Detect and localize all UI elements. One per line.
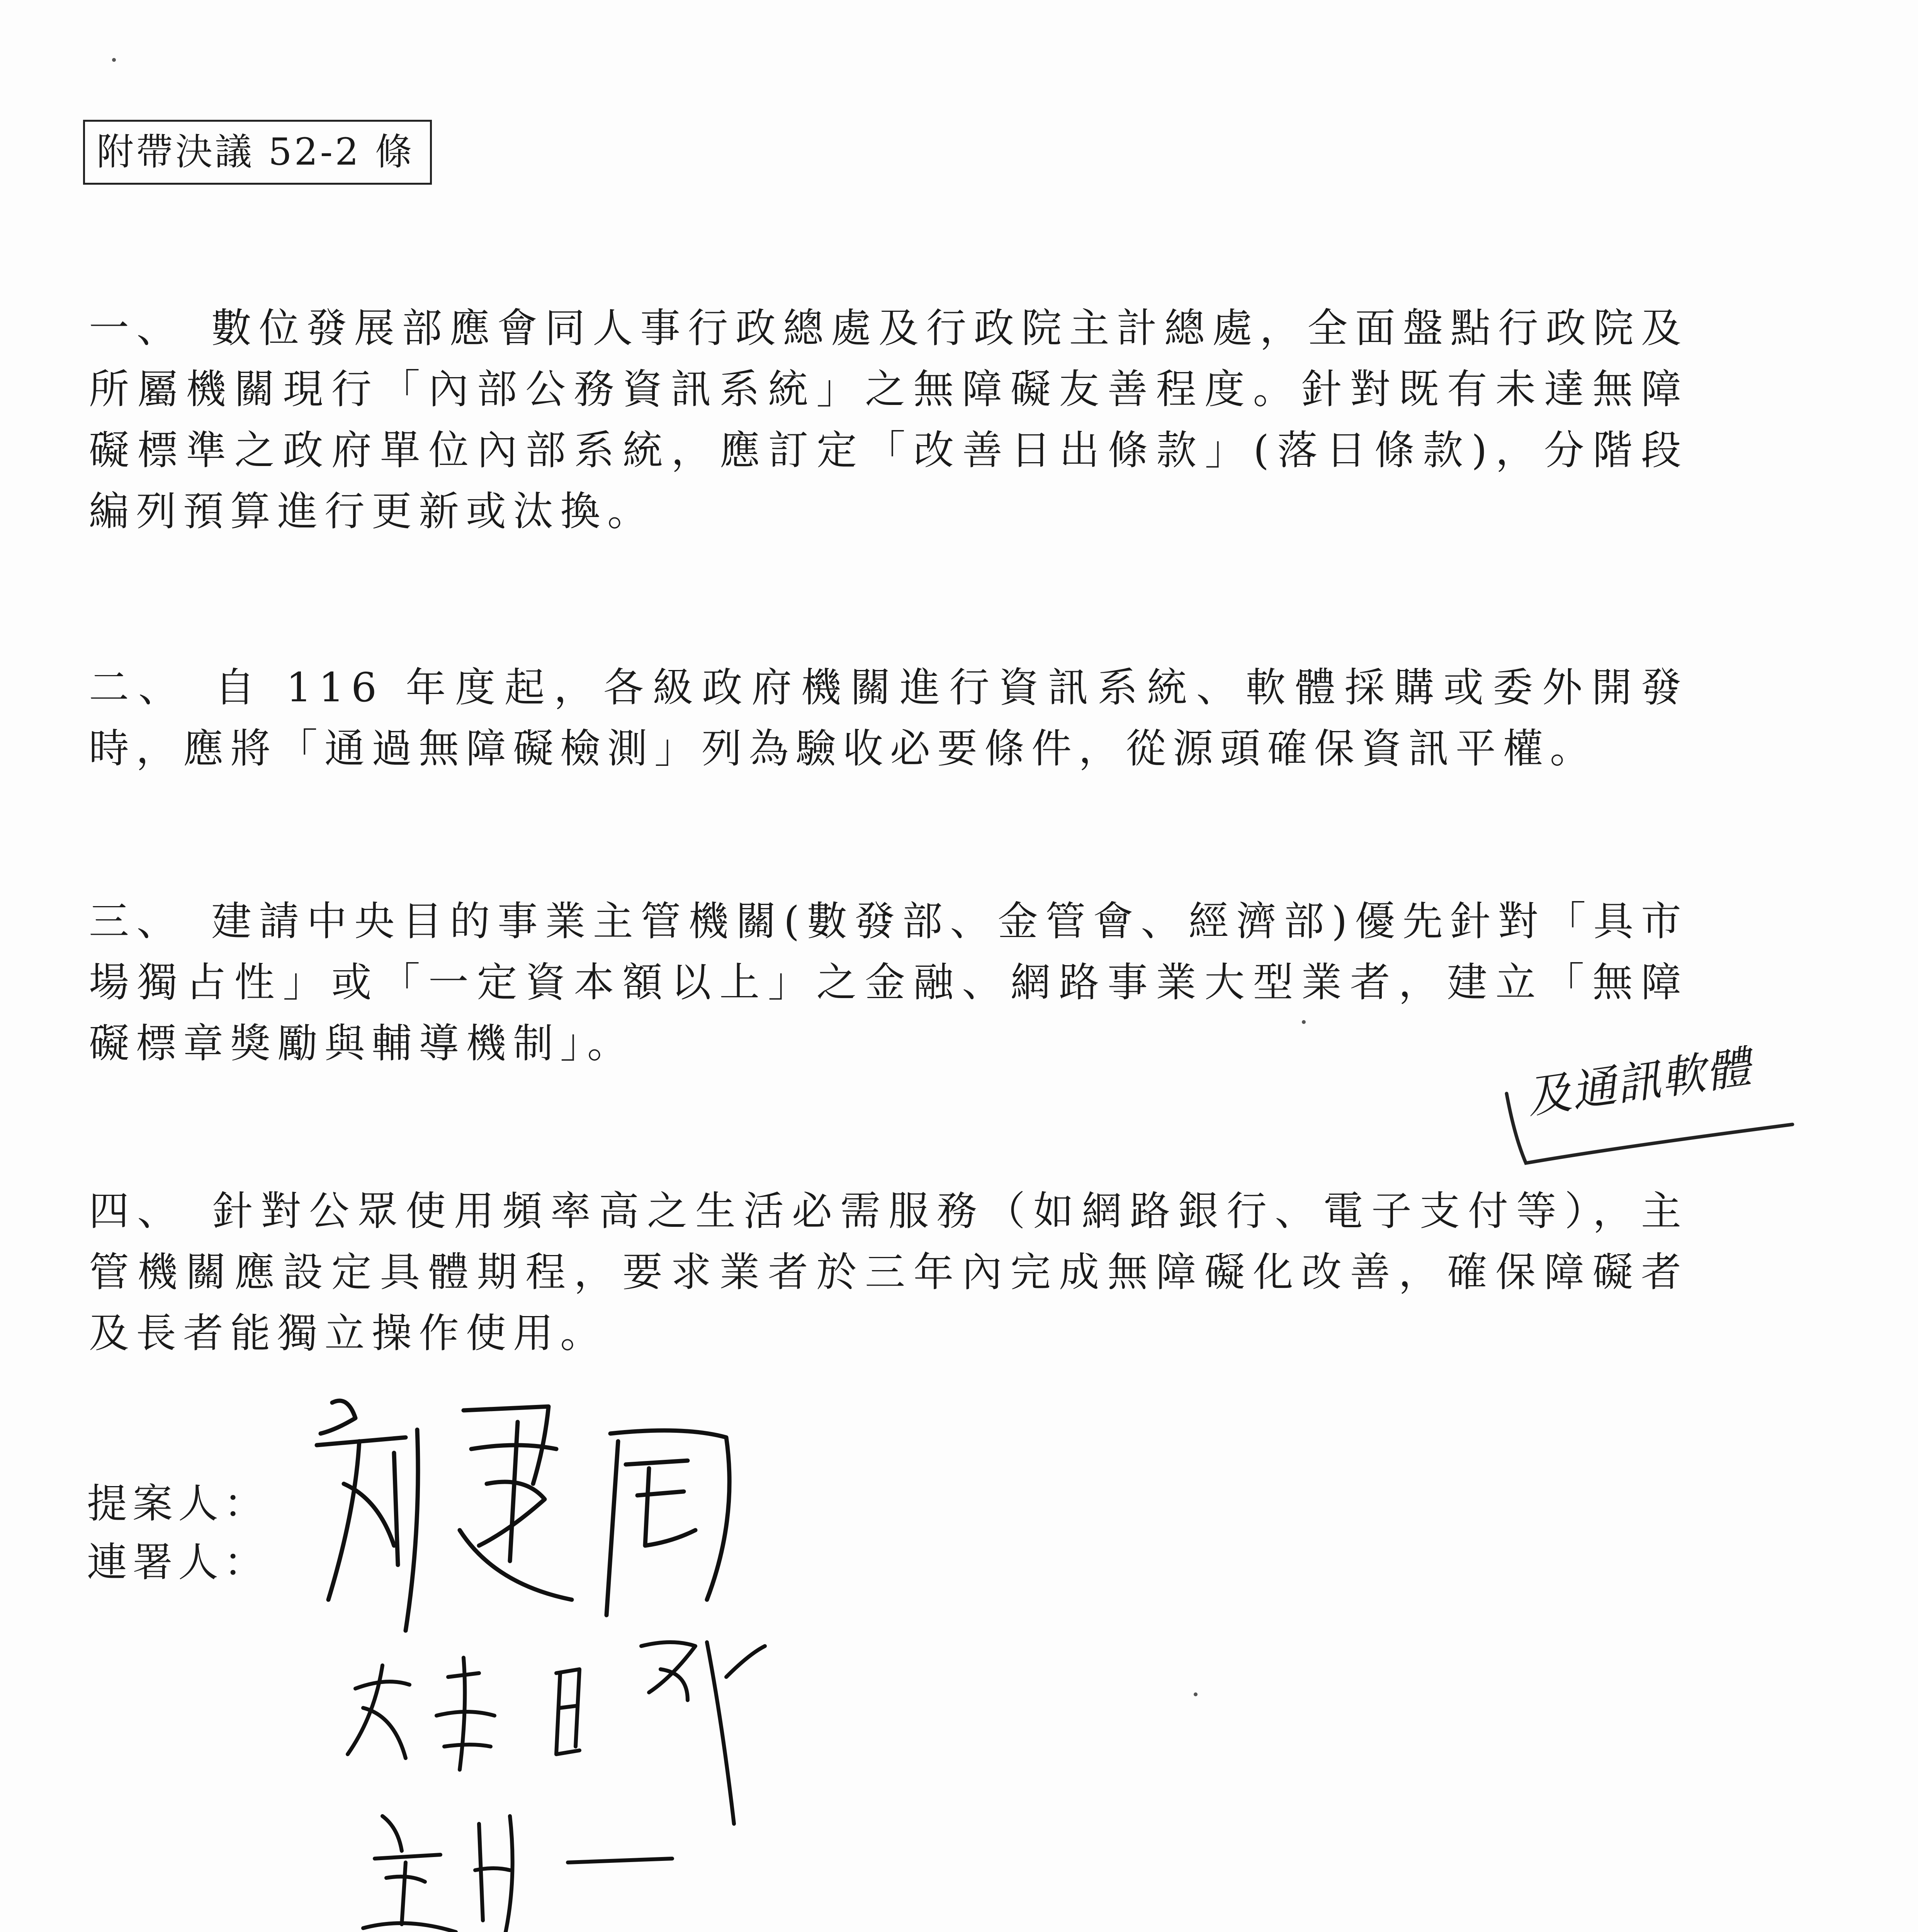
paragraph-text: 建請中央目的事業主管機關(數發部、金管會、經濟部)優先針對「具市場獨占性」或「一定資本額以上」之金融、網路事業大型業者，建立「無障礙標章獎勵與輔導機制」。 [89, 898, 1688, 1067]
paragraph-text: 數位發展部應會同人事行政總處及行政院主計總處，全面盤點行政院及所屬機關現行「內部公務資訊系統」之無障礙友善程度。針對既有未達無障礙標準之政府單位內部系統，應訂定「改善日出條款」(落日條款)，分階段編列預算進行更新或汰換。 [89, 304, 1688, 535]
signature-cosigner-2 [348, 1801, 695, 1932]
scan-speck [112, 58, 116, 62]
insertion-text: 及通訊軟體 [1523, 1041, 1755, 1124]
paragraph-text: 針對公眾使用頻率高之生活必需服務（如網路銀行、電子支付等），主管機關應設定具體期程，要求業者於三年內完成無障礙化改善，確保障礙者及長者能獨立操作使用。 [89, 1187, 1688, 1357]
paragraph-1 [89, 298, 1688, 542]
resolution-header-label: 附帶決議 52-2 條 [97, 130, 415, 173]
paragraph-text: 自 116 年度起，各級政府機關進行資訊系統、軟體採購或委外開發時，應將「通過無障礙檢測」列為驗收必要條件，從源頭確保資訊平權。 [89, 664, 1688, 772]
paragraph-number: 四、 [89, 1187, 185, 1235]
scan-speck [1194, 1692, 1198, 1696]
signature-proposer [278, 1383, 780, 1638]
scan-speck [1302, 1020, 1306, 1024]
cosigner-label: 連署人： [87, 1539, 270, 1586]
resolution-header [83, 120, 432, 185]
paragraph-4 [89, 1180, 1688, 1364]
handwritten-insertion [1499, 1041, 1800, 1179]
paragraph-2 [89, 657, 1688, 779]
paragraph-number: 一、 [89, 304, 184, 352]
paragraph-number: 三、 [89, 898, 184, 945]
signatory-labels [87, 1474, 269, 1592]
proposer-label: 提案人： [87, 1480, 270, 1527]
paragraph-3 [89, 891, 1688, 1074]
paragraph-number: 二、 [89, 664, 188, 711]
